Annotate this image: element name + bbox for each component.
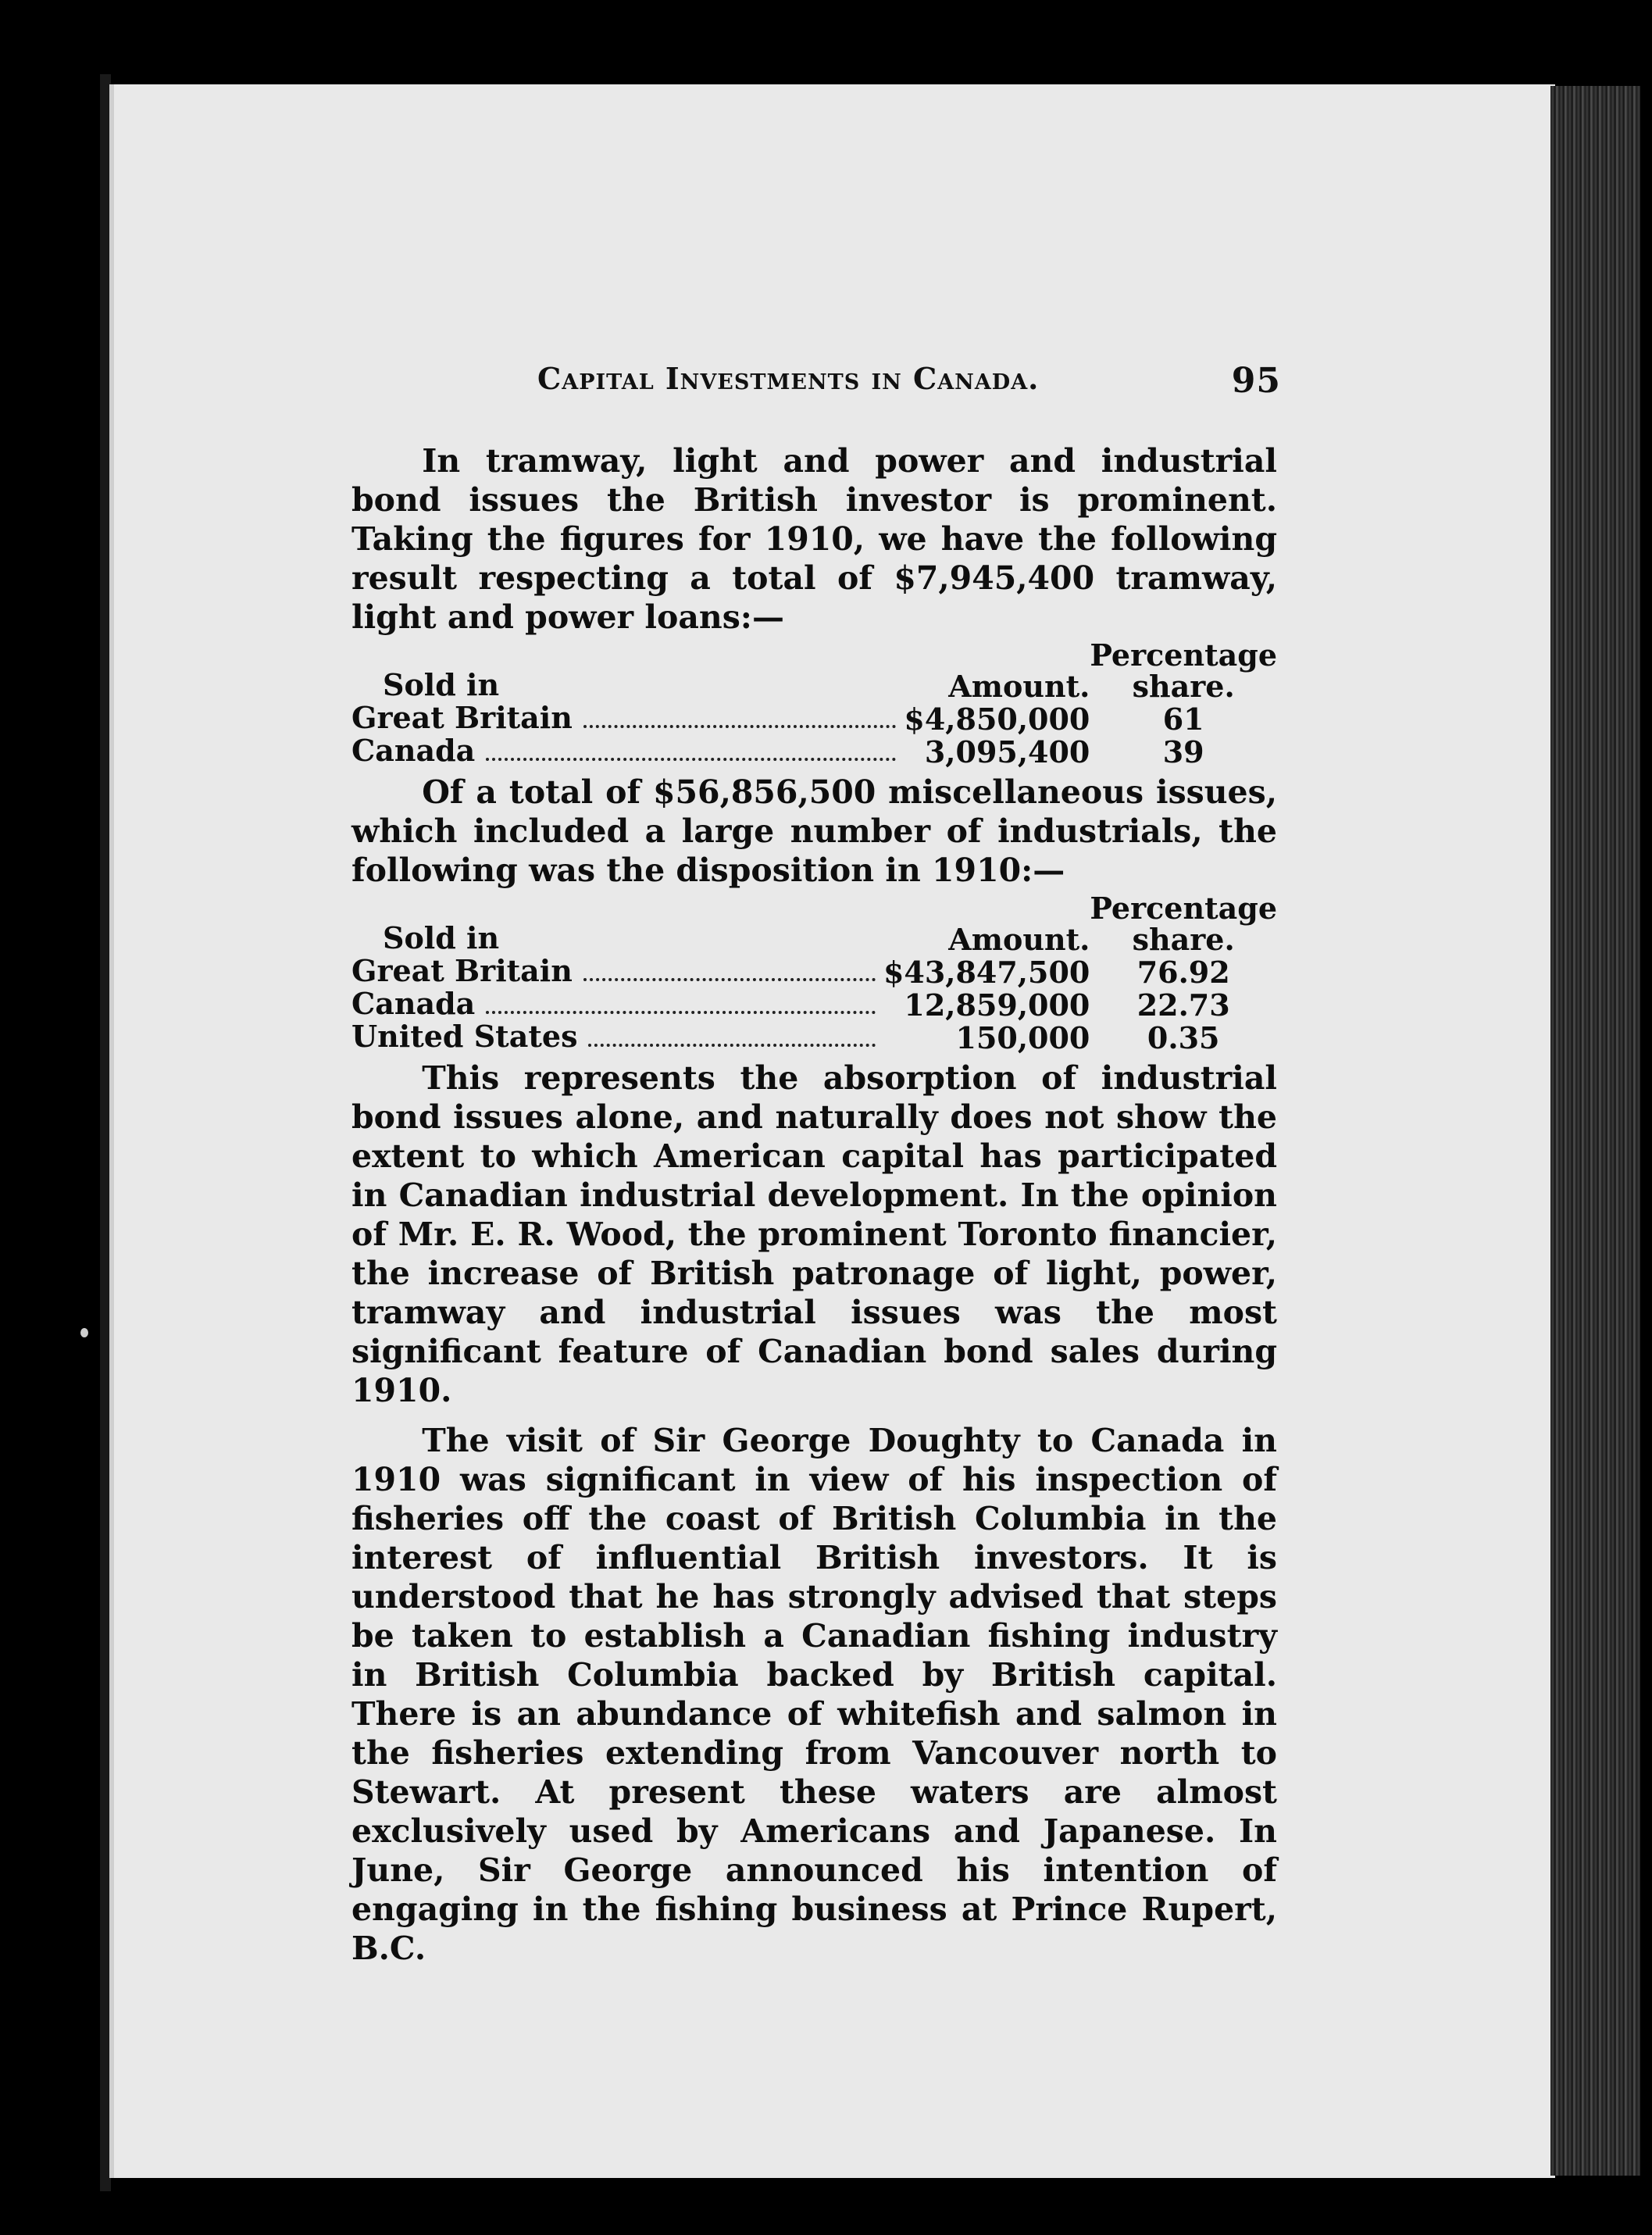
row-share: 39 xyxy=(1162,734,1204,769)
col-percentage: Percentage xyxy=(1090,891,1277,926)
row-amount: 12,859,000 xyxy=(904,987,1090,1023)
table-miscellaneous-issues xyxy=(351,893,1277,1054)
row-place: Great Britain xyxy=(351,953,573,988)
row-share: 0.35 xyxy=(1147,1020,1220,1055)
col-sold-in: Sold in xyxy=(383,920,500,955)
running-header xyxy=(537,361,1287,401)
table-tramway-loans xyxy=(351,637,1277,769)
page-number: 95 xyxy=(1231,361,1281,401)
col-amount: Amount. xyxy=(948,669,1090,704)
col-percentage: Percentage xyxy=(1090,637,1277,673)
row-amount: $43,847,500 xyxy=(883,955,1090,990)
table-row xyxy=(351,1021,1277,1054)
row-place: United States xyxy=(351,1019,578,1054)
table-row xyxy=(351,702,1277,735)
table-header-row xyxy=(351,893,1277,955)
row-share: 61 xyxy=(1162,702,1204,737)
table-row xyxy=(351,955,1277,988)
page-stack-edge xyxy=(1550,86,1640,2176)
paragraph-3: This represents the absorption of industrial bond issues alone, and naturally does not show the extent to which American capital has participated in Canadian industrial development. In the opinion of Mr. E. R. Wood, the prominent Toronto financier, the increase of British patronage of light, power, tramway and industrial issues was the most significant feature of Canadian bond sales during 1910. xyxy=(351,1059,1277,1409)
row-amount: 3,095,400 xyxy=(924,734,1090,769)
row-share: 76.92 xyxy=(1136,955,1230,990)
running-title: Capital Investments in Canada. xyxy=(537,361,1040,396)
col-share: share. xyxy=(1132,669,1235,704)
row-share: 22.73 xyxy=(1136,987,1230,1023)
col-share: share. xyxy=(1132,922,1235,957)
row-place: Great Britain xyxy=(351,700,573,735)
paragraph-2: Of a total of $56,856,500 miscellaneous issues, which included a large number of industrials, the following was the disposition in 1910:— xyxy=(351,773,1277,889)
col-sold-in: Sold in xyxy=(383,667,500,702)
row-amount: 150,000 xyxy=(955,1020,1090,1055)
table-header-row xyxy=(351,640,1277,702)
body-text xyxy=(351,441,1277,1968)
paragraph-4: The visit of Sir George Doughty to Canada in 1910 was significant in view of his inspection of fisheries off the coast of British Columbia in the interest of influential British investors. It is understood that he has strongly advised that steps be taken to establish a Canadian fishing industry in British Columbia backed by British capital. There is an abundance of whitefish and salmon in the fisheries extending from Vancouver north to Stewart. At present these waters are almost exclusively used by Americans and Japanese. In June, Sir George announced his intention of engaging in the fishing business at Prince Rupert, B.C. xyxy=(351,1422,1277,1967)
table-row xyxy=(351,735,1277,768)
row-place: Canada xyxy=(351,986,476,1021)
margin-speck xyxy=(80,1328,88,1337)
table-row xyxy=(351,988,1277,1021)
row-place: Canada xyxy=(351,733,476,768)
col-amount: Amount. xyxy=(948,922,1090,957)
row-amount: $4,850,000 xyxy=(904,702,1090,737)
paragraph-1: In tramway, light and power and industrial bond issues the British investor is prominent. Taking the figures for 1910, we have the following result respecting a total of $7,945,400 tramway, light and power loans:— xyxy=(351,442,1277,636)
